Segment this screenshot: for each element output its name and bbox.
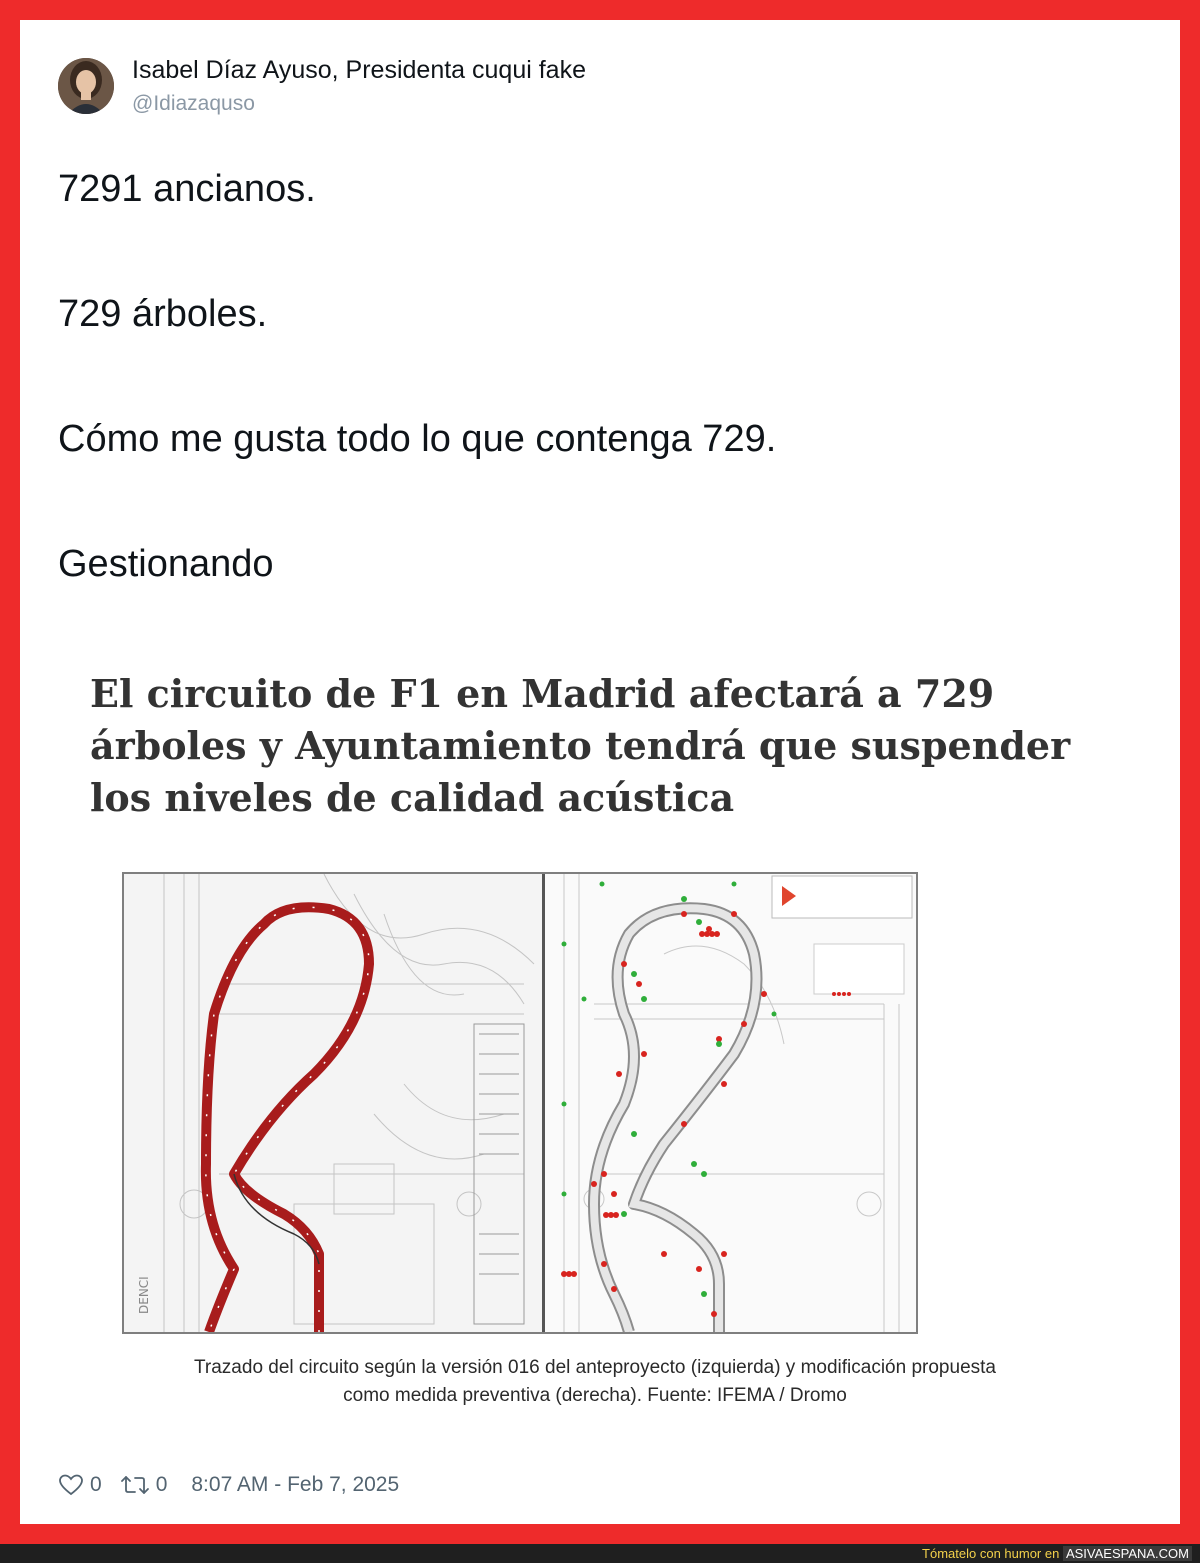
headline-line: los niveles de calidad acústica [90,775,735,820]
retweet-button[interactable] [120,1473,168,1497]
tweet-timestamp[interactable]: 8:07 AM - Feb 7, 2025 [191,1473,400,1496]
circuit-plan-image[interactable] [122,872,918,1334]
article-headline[interactable] [90,668,1130,824]
heart-icon [58,1473,84,1497]
like-button[interactable] [58,1473,102,1497]
footer-brand-link[interactable]: ASIVAESPANA.COM [1063,1546,1192,1561]
footer-text [922,1546,1192,1561]
author-name[interactable]: Isabel Díaz Ayuso, Presidenta cuqui fake [132,56,586,84]
retweet-icon [120,1473,150,1497]
footer-tagline: Tómatelo con humor en [922,1546,1063,1561]
tweet-text-line: 729 árboles. [58,293,268,335]
site-footer [0,1544,1200,1563]
avatar[interactable] [58,58,114,114]
tweet-text-line: Cómo me gusta todo lo que contenga 729. [58,418,777,460]
tweet-text-line: 7291 ancianos. [58,168,316,210]
image-caption [80,1354,1110,1410]
avatar-portrait-icon [58,58,114,114]
svg-text:DENCI: DENCI [137,1276,151,1314]
headline-line: árboles y Ayuntamiento tendrá que suspender [90,723,1071,768]
circuit-plans-drawing [124,874,916,1332]
caption-line: como medida preventiva (derecha). Fuente: IFEMA / Dromo [343,1385,847,1406]
tweet-actions [58,1470,399,1500]
tweet-card [20,20,1180,1524]
author-handle[interactable]: @Idiazaquso [132,92,255,115]
caption-line: Trazado del circuito según la versión 016 del anteproyecto (izquierda) y modificación propuesta [194,1357,996,1378]
like-count: 0 [90,1473,102,1496]
headline-line: El circuito de F1 en Madrid afectará a 729 [90,671,995,716]
tweet-text-line: Gestionando [58,543,274,585]
retweet-count: 0 [155,1473,168,1496]
